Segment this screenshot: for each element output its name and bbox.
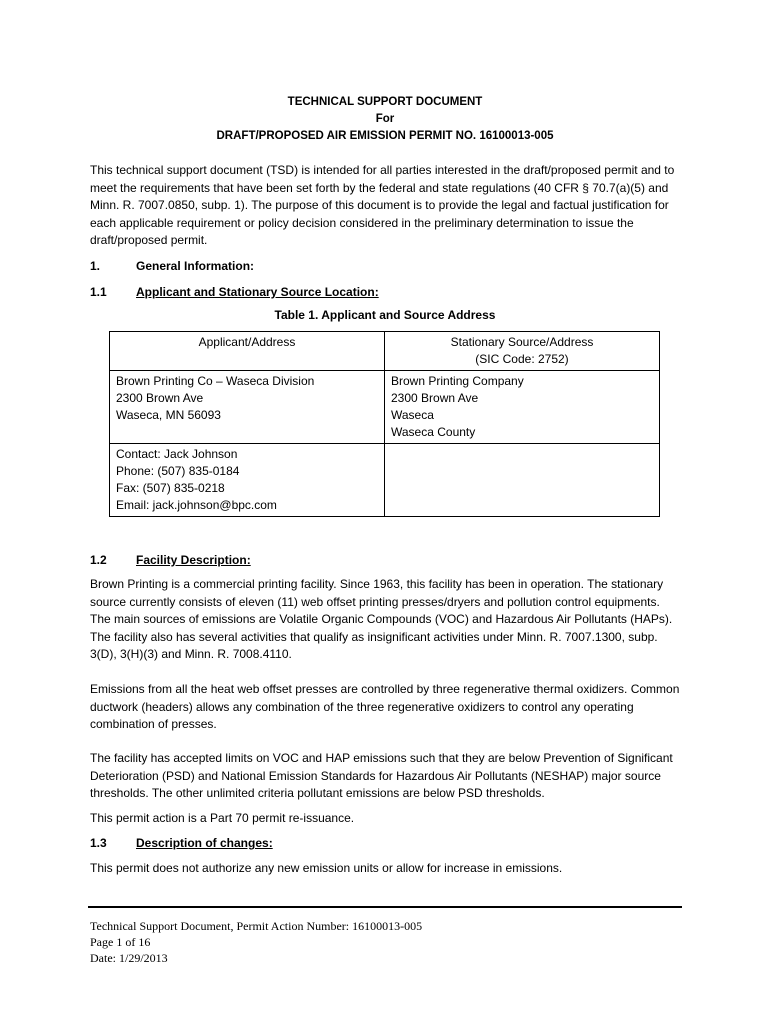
address-table bbox=[109, 331, 660, 517]
contact-line: Email: jack.johnson@bpc.com bbox=[116, 498, 277, 512]
address-line: Waseca, MN 56093 bbox=[116, 408, 221, 422]
section-label: Description of changes: bbox=[136, 836, 273, 850]
address-line: 2300 Brown Ave bbox=[116, 391, 204, 405]
source-address-cell bbox=[385, 371, 660, 444]
address-line: Brown Printing Co – Waseca Division bbox=[116, 374, 315, 388]
address-line: Brown Printing Company bbox=[391, 374, 524, 388]
address-line: Waseca County bbox=[391, 425, 476, 439]
table-row bbox=[110, 332, 660, 371]
footer-divider bbox=[88, 906, 682, 908]
sic-code: (SIC Code: 2752) bbox=[475, 352, 569, 366]
section-label: General Information: bbox=[136, 259, 255, 273]
changes-paragraph: This permit does not authorize any new emission units or allow for increase in emissions. bbox=[90, 861, 563, 875]
contact-line: Phone: (507) 835-0184 bbox=[116, 464, 240, 478]
facility-paragraph-4: This permit action is a Part 70 permit re-issuance. bbox=[90, 811, 355, 825]
contact-line: Contact: Jack Johnson bbox=[116, 447, 238, 461]
header-cell-source bbox=[385, 332, 660, 371]
section-number: 1.1 bbox=[90, 285, 107, 299]
document-title: TECHNICAL SUPPORT DOCUMENT bbox=[287, 96, 483, 108]
address-line: Waseca bbox=[391, 408, 434, 422]
table-caption: Table 1. Applicant and Source Address bbox=[274, 308, 496, 322]
footer-date: Date: 1/29/2013 bbox=[90, 951, 168, 965]
intro-paragraph: This technical support document (TSD) is intended for all parties interested in the draft/proposed permit and to meet the requirements that have been set forth by the federal and state regulations (40 CFR § 70.7(a)(5) and Minn. R. 7007.0850, subp. 1). The purpose of this document is to provide the legal and factual justification for each applicable requirement or policy decision considered in the preliminary determination to issue the draft/proposed permit. bbox=[90, 163, 675, 247]
empty-cell bbox=[385, 444, 660, 517]
document-permit-title: DRAFT/PROPOSED AIR EMISSION PERMIT NO. 16100013-005 bbox=[216, 130, 554, 142]
header-label: Applicant/Address bbox=[198, 335, 296, 349]
applicant-address-cell bbox=[110, 371, 385, 444]
facility-paragraph-3: The facility has accepted limits on VOC and HAP emissions such that they are below Prevention of Significant Deterioration (PSD) and National Emission Standards for Hazardous Air Pollutants (NESHAP) major source thresholds. The other unlimited criteria pollutant emissions are below PSD thresholds. bbox=[90, 751, 673, 800]
address-line: 2300 Brown Ave bbox=[391, 391, 479, 405]
facility-paragraph-2: Emissions from all the heat web offset presses are controlled by three regenerative thermal oxidizers. Common ductwork (headers) allows any combination of the three regenerative oxidizers to control any operating combination of presses. bbox=[90, 682, 680, 731]
facility-paragraph-1: Brown Printing is a commercial printing facility. Since 1963, this facility has been in operation. The stationary source currently consists of eleven (11) web offset printing presses/dryers and pollution control equipments. The main sources of emissions are Volatile Organic Compounds (VOC) and Hazardous Air Pollutants (HAPs). The facility also has several activities that qualify as insignificant activities under Minn. R. 7007.1300, subp. 3(D), 3(H)(3) and Minn. R. 7008.4110. bbox=[90, 577, 673, 661]
section-number: 1.2 bbox=[90, 553, 107, 567]
contact-line: Fax: (507) 835-0218 bbox=[116, 481, 225, 495]
table-row bbox=[110, 371, 660, 444]
footer-page-number: Page 1 of 16 bbox=[90, 935, 151, 949]
table-row bbox=[110, 444, 660, 517]
section-number: 1.3 bbox=[90, 836, 107, 850]
footer-document-line: Technical Support Document, Permit Action Number: 16100013-005 bbox=[90, 919, 423, 933]
header-label: Stationary Source/Address bbox=[450, 335, 594, 349]
section-label: Facility Description: bbox=[136, 553, 251, 567]
section-number: 1. bbox=[90, 259, 101, 273]
contact-cell bbox=[110, 444, 385, 517]
section-label: Applicant and Stationary Source Location: bbox=[136, 285, 379, 299]
document-title-for: For bbox=[375, 113, 395, 125]
header-cell-applicant bbox=[110, 332, 385, 371]
